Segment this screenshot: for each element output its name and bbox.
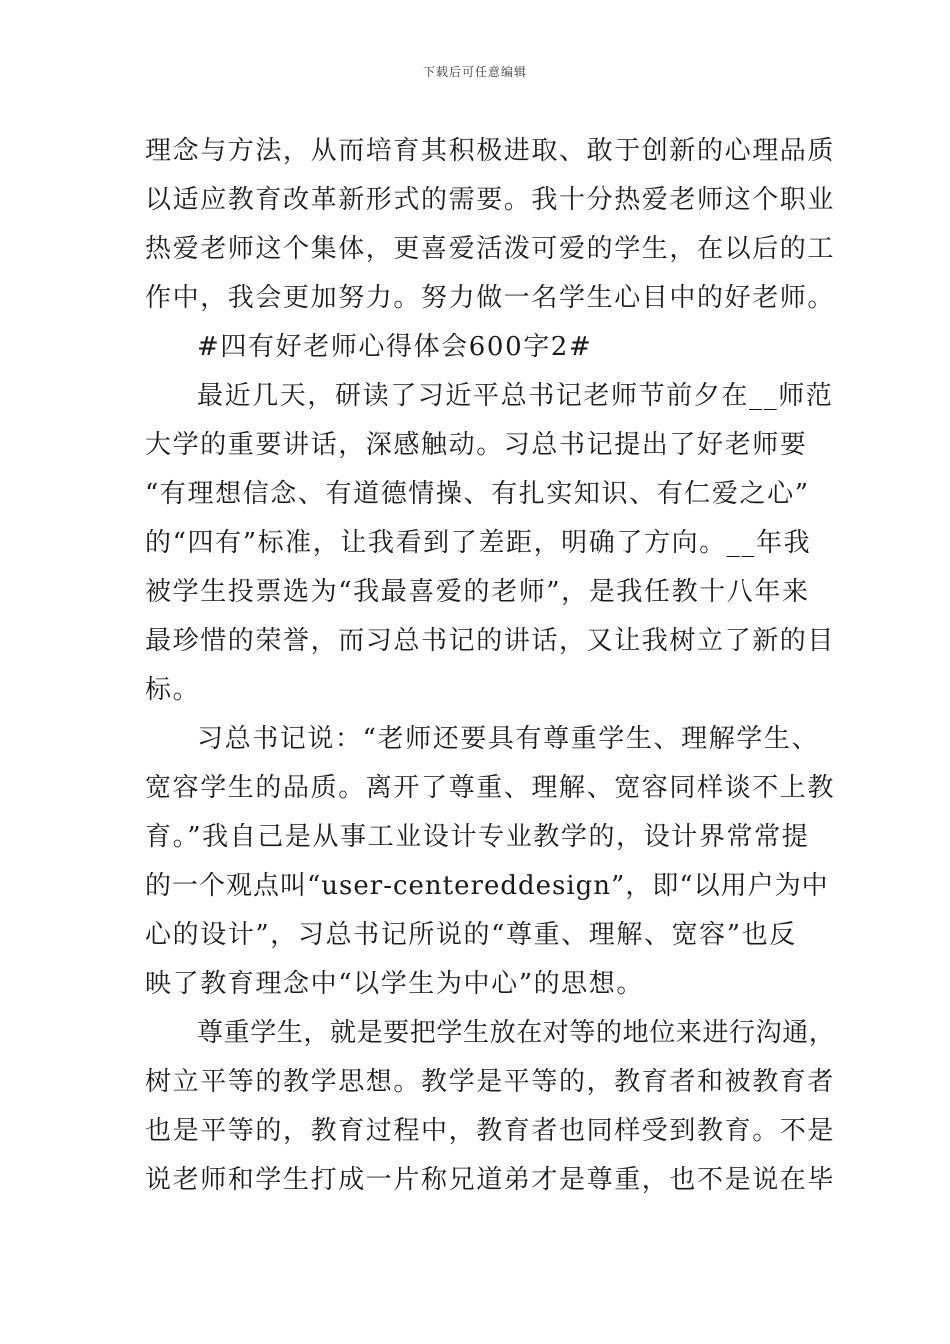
text-line: 树立平等的教学思想。教学是平等的，教育者和被教育者	[145, 1067, 836, 1097]
text-line: 育。”我自己是从事工业设计专业教学的，设计界常常提	[145, 822, 810, 852]
text-line: 尊重学生，就是要把学生放在对等的地位来进行沟通，	[197, 1018, 836, 1048]
page-header: 下载后可任意编辑	[422, 65, 527, 79]
text-line: 说老师和学生打成一片称兄道弟才是尊重，也不是说在毕	[145, 1165, 836, 1195]
text-line: 大学的重要讲话，深感触动。习总书记提出了好老师要	[145, 430, 808, 460]
text-line: 也是平等的，教育过程中，教育者也同样受到教育。不是	[145, 1116, 836, 1146]
text-line: #四有好老师心得体会600字2#	[197, 332, 593, 362]
text-line: 理念与方法，从而培育其积极进取、敢于创新的心理品质	[145, 136, 836, 166]
text-line: 热爱老师这个集体，更喜爱活泼可爱的学生，在以后的工	[145, 234, 836, 264]
text-line: 最珍惜的荣誉，而习总书记的讲话，又让我树立了新的目	[145, 626, 836, 656]
body-text	[145, 127, 835, 1205]
text-line: 映了教育理念中“以学生为中心”的思想。	[145, 969, 644, 999]
text-line: 作中，我会更加努力。努力做一名学生心目中的好老师。	[145, 283, 836, 313]
text-line: 最近几天，研读了习近平总书记老师节前夕在__师范	[197, 381, 834, 411]
text-line: 习总书记说：“老师还要具有尊重学生、理解学生、	[197, 724, 820, 754]
text-line: 以适应教育改革新形式的需要。我十分热爱老师这个职业	[145, 185, 836, 215]
text-line: 心的设计”，习总书记所说的“尊重、理解、宽容”也反	[145, 920, 797, 950]
text-line: 的一个观点叫“user-centereddesign”，即“以用户为中	[145, 871, 829, 901]
text-line: 宽容学生的品质。离开了尊重、理解、宽容同样谈不上教	[145, 773, 836, 803]
text-line: “有理想信念、有道德情操、有扎实知识、有仁爱之心”	[145, 479, 810, 509]
text-line: 被学生投票选为“我最喜爱的老师”，是我任教十八年来	[145, 577, 810, 607]
text-line: 标。	[145, 675, 201, 705]
text-line: 的“四有”标准，让我看到了差距，明确了方向。__年我	[145, 528, 812, 558]
